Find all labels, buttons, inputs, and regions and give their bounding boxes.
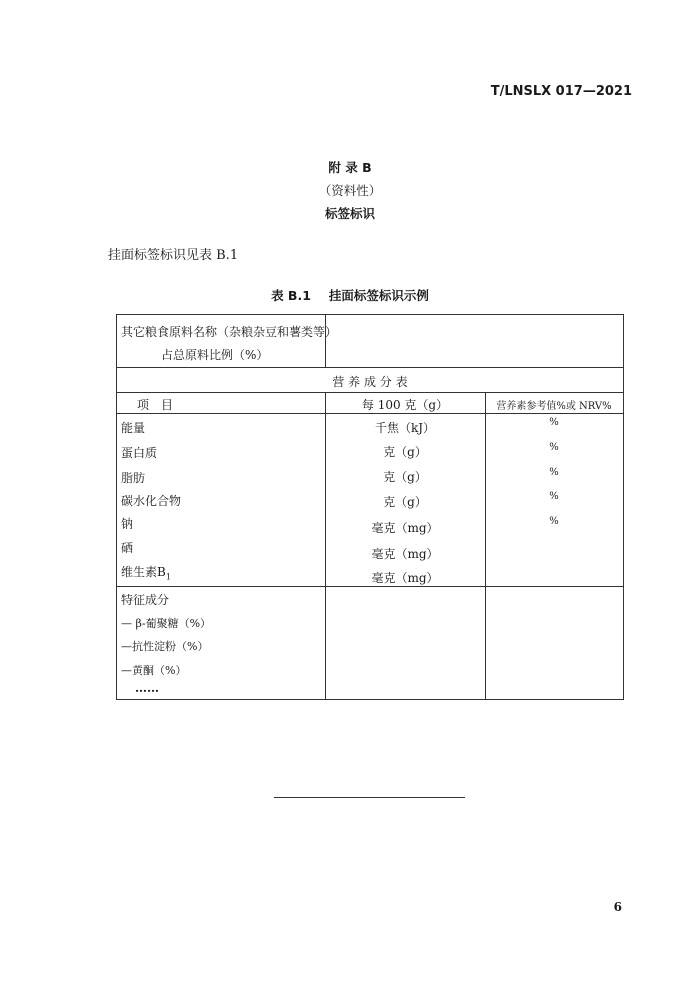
appendix-heading: 标签标识	[324, 206, 375, 221]
nutrient-name: 碳水化合物	[121, 494, 182, 508]
special-component-item: — β-葡聚糖（%）	[121, 617, 212, 630]
nutrient-unit: 克（g）	[383, 495, 427, 509]
table-number: 表 B.1	[271, 288, 311, 303]
nutrient-unit: 克（g）	[383, 445, 427, 459]
column-item: 项 目	[137, 398, 174, 412]
nutrient-name-subscript: 1	[165, 572, 171, 582]
table-rule	[117, 367, 623, 368]
raw-material-ratio-label: 占总原料比例（%）	[161, 348, 269, 362]
table-title: 挂面标签标识示例	[328, 288, 429, 303]
nutrient-unit: 克（g）	[383, 470, 427, 484]
special-components-title: 特征成分	[121, 593, 170, 607]
nutrient-nrv: %	[549, 491, 559, 502]
special-component-item: —抗性淀粉（%）	[121, 640, 209, 653]
table-rule	[117, 392, 623, 393]
nutrient-nrv: %	[549, 516, 559, 527]
end-rule	[274, 797, 465, 798]
nutrient-name: 能量	[121, 421, 146, 435]
nutrient-nrv: %	[549, 467, 559, 478]
nutrient-name: 钠	[121, 517, 134, 531]
appendix-subtitle: （资料性）	[318, 183, 382, 198]
nutrient-nrv: %	[549, 442, 559, 453]
table-rule	[117, 413, 623, 414]
label-table	[116, 314, 624, 700]
special-component-item: —黄酮（%）	[121, 664, 187, 677]
nutrient-unit: 毫克（mg）	[371, 547, 439, 561]
standard-code: T/LNSLX 017—2021	[490, 84, 632, 99]
nutrition-table-title: 营 养 成 分 表	[332, 375, 408, 389]
nutrient-nrv: %	[549, 417, 559, 428]
nutrient-name-text: 维生素B	[121, 565, 166, 579]
nutrient-name: 脂肪	[121, 471, 146, 485]
nutrient-unit: 毫克（mg）	[371, 521, 439, 535]
nutrient-name: 蛋白质	[121, 446, 158, 460]
nutrient-name	[121, 563, 171, 581]
raw-material-label: 其它粮食原料名称（杂粮杂豆和薯类等）	[121, 325, 338, 339]
table-caption	[0, 286, 700, 304]
page-number: 6	[613, 900, 622, 914]
appendix-title: 附 录 B	[328, 160, 372, 175]
special-component-item: ……	[135, 681, 159, 695]
nutrient-unit: 毫克（mg）	[371, 571, 439, 585]
table-rule	[117, 586, 623, 587]
nutrient-unit: 千焦（kJ）	[374, 421, 436, 435]
column-nrv: 营养素参考值%或 NRV%	[496, 401, 612, 412]
table-rule	[485, 392, 486, 700]
column-per-100g: 每 100 克（g）	[361, 398, 449, 412]
intro-text: 挂面标签标识见表 B.1	[108, 248, 239, 263]
nutrient-name: 硒	[121, 541, 134, 555]
